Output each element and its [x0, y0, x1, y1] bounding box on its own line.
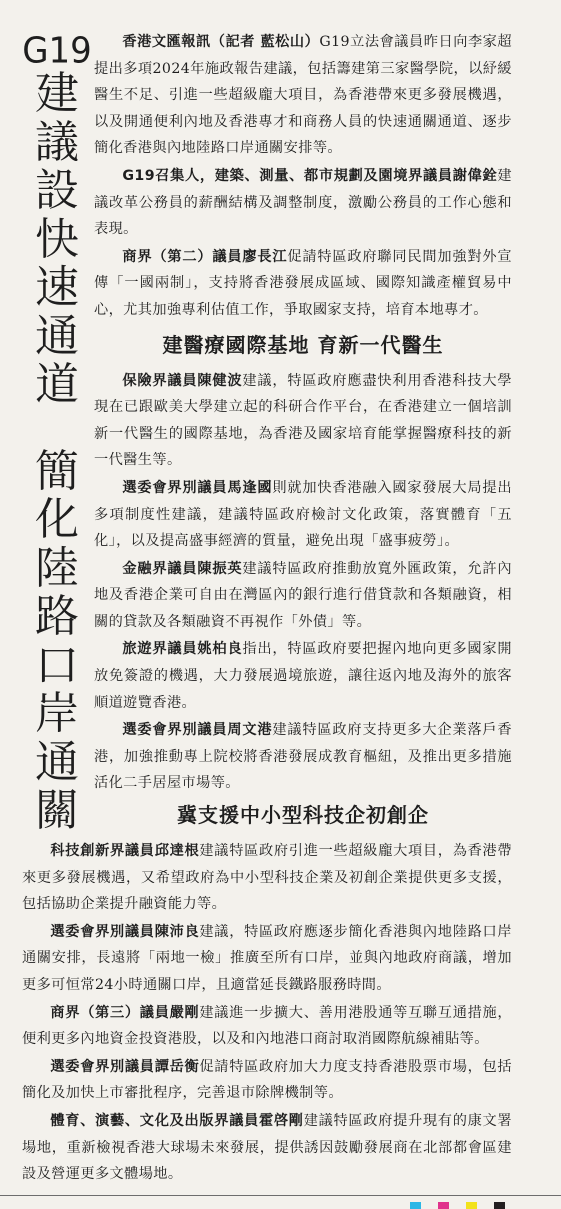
paragraph-text: 則就加快香港融入國家發展大局提出多項制度性建議，建議特區政府檢討文化政策，落實體育「五化」，以及提高盛事經濟的質量，避免出現「盛事疲勞」。 [94, 479, 512, 550]
headline-char: 通 [35, 310, 79, 362]
paragraph-lead: 科技創新界議員邱達根 [50, 843, 200, 859]
registration-mark-black [494, 1202, 505, 1209]
article-paragraph [94, 163, 512, 243]
paragraph-text: 促請特區政府加大力度支持香港股票市場，包括簡化及加快上市審批程序，完善退市除牌機制等。 [22, 1058, 512, 1102]
page-bottom-rule [0, 1195, 561, 1196]
paragraph-lead: 選委會界別議員馬逢國 [122, 479, 273, 496]
headline-char: 快 [35, 213, 79, 265]
article-paragraph [94, 636, 512, 716]
paragraph-text: 建議進一步擴大、善用港股通等互聯互通措施，便利更多內地資金投資港股，以及和內地港口商討取消國際航線補貼等。 [22, 1004, 512, 1048]
paragraph-lead: 選委會界別議員陳沛良 [50, 923, 200, 940]
paragraph-text: G19立法會議員昨日向李家超提出多項2024年施政報告建議，包括籌建第三家醫學院，以紓緩醫生不足、引進一些超級龐大項目，為香港帶來更多發展機遇，以及開通便利內地及香港專才和商務人員的快速通關通道、逐步簡化香港與內地陸路口岸通關安排等。 [94, 34, 512, 157]
headline-char: 關 [35, 785, 79, 836]
headline-char: 陸 [35, 542, 79, 594]
headline-char: 岸 [35, 688, 79, 739]
paragraph-lead: 金融界議員陳振英 [122, 560, 243, 577]
headline-char: 通 [35, 736, 79, 788]
paragraph-text: 建議特區政府提升現有的康文署場地，重新檢視香港大球場未來發展，提供誘因鼓勵發展商在北部都會區建設及營運更多文體場地。 [22, 1112, 512, 1183]
paragraph-lead: 選委會界別議員譚岳衡 [50, 1058, 200, 1075]
article-paragraph [22, 1000, 512, 1053]
headline-char: 道 [35, 359, 79, 410]
paragraph-lead: 商界（第三）議員嚴剛 [50, 1004, 200, 1021]
paragraph-lead: 旅遊界議員姚柏良 [122, 641, 243, 658]
article-paragraph [94, 556, 512, 636]
registration-mark-cyan [410, 1202, 421, 1209]
headline-tag: G19 [22, 30, 92, 73]
article-paragraph [94, 717, 512, 797]
paragraph-text: 建議特區政府支持更多大企業落戶香港，加強推動專上院校將香港發展成教育樞紐，及推出更多措施活化二手居屋市場等。 [94, 722, 512, 792]
subheading: 建醫療國際基地 育新一代醫生 [162, 332, 444, 357]
headline-char: 路 [35, 591, 79, 642]
article-paragraph [94, 244, 512, 324]
article-column [94, 29, 512, 798]
headline-char: 建 [35, 68, 79, 119]
paragraph-text: 建議，特區政府應盡快利用香港科技大學現在已跟歐美大學建立起的科研合作平台，在香港建立一個培訓新一代醫生的國際基地，為香港及國家培育能掌握醫療科技的新一代醫生等。 [94, 372, 513, 469]
headline-char: 化 [35, 494, 79, 545]
paragraph-lead: 保險界議員陳健波 [122, 372, 243, 389]
registration-marks [410, 1202, 505, 1209]
registration-mark-yellow [466, 1202, 477, 1209]
article-paragraph [94, 29, 512, 162]
headline-char: 設 [35, 165, 79, 216]
registration-mark-magenta [438, 1202, 449, 1209]
paragraph-lead: 商界（第二）議員廖長江 [122, 248, 288, 265]
paragraph-text: 指出，特區政府要把握內地向更多國家開放免簽證的機遇，大力發展過境旅遊，讓往返內地及海外的旅客順道遊覽香港。 [94, 641, 513, 711]
headline-char: 議 [35, 116, 79, 168]
paragraph-lead: 選委會界別議員周文港 [122, 722, 273, 739]
paragraph-text: 建議特區政府引進一些超級龐大項目，為香港帶來更多發展機遇，又希望政府為中小型科技企業及初創企業提供更多支援，包括協助企業提升融資能力等。 [22, 843, 512, 913]
paragraph-text: 促請特區政府聯同民間加強對外宣傳「一國兩制」，支持將香港發展成區域、國際知識產權貿易中心，尤其加強專利估值工作，爭取國家支持，培育本地專才。 [94, 248, 512, 318]
subheading: 冀支援中小型科技企初創企 [177, 803, 429, 827]
article-paragraph [22, 838, 512, 918]
paragraph-text: 建議改革公務員的薪酬結構及調整制度，激勵公務員的工作心態和表現。 [94, 167, 512, 238]
article-paragraph [22, 1108, 512, 1188]
article-paragraph [22, 1054, 512, 1107]
lower-section [22, 838, 512, 1189]
paragraph-text: 建議，特區政府應逐步簡化香港與內地陸路口岸通關安排，長遠將「兩地一檢」推廣至所有口岸，並與內地政府商議，增加更多可恒常24小時通關口岸，且適當延長鐵路服務時間。 [22, 923, 512, 993]
article-paragraph [22, 919, 512, 999]
paragraph-lead: G19召集人，建築、測量、都市規劃及園境界議員謝偉銓 [122, 167, 498, 184]
paragraph-lead: 香港文匯報訊（記者 藍松山） [122, 34, 320, 50]
vertical-headline [22, 32, 92, 836]
paragraph-text: 建議特區政府推動放寬外匯政策，允許內地及香港企業可自由在灣區內的銀行進行借貸款和各類融資，相關的貸款及各類融資不再視作「外債」等。 [94, 560, 513, 630]
headline-char: 簡 [35, 445, 79, 497]
article-paragraph [94, 475, 512, 555]
article-paragraph [94, 368, 512, 474]
paragraph-lead: 體育、演藝、文化及出版界議員霍啓剛 [50, 1112, 304, 1129]
headline-char: 口 [35, 639, 79, 691]
headline-char: 速 [35, 262, 79, 313]
